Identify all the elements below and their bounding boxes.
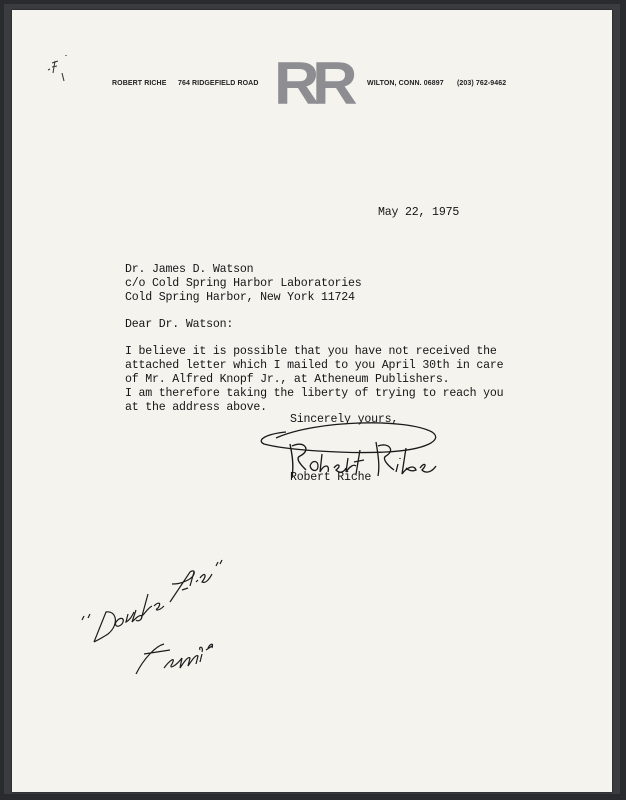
- paragraph2-line-2: at the address above.: [125, 401, 267, 414]
- handwritten-annotation: [72, 550, 232, 690]
- address-line-2: c/o Cold Spring Harbor Laboratories: [125, 277, 362, 290]
- salutation: Dear Dr. Watson:: [125, 318, 234, 331]
- letter-page: [12, 10, 612, 792]
- letterhead-name: ROBERT RICHE: [112, 80, 167, 87]
- letterhead-phone: (203) 762-9462: [457, 80, 507, 87]
- typed-signature: Robert Riche: [290, 471, 372, 484]
- paragraph2-line-1: I am therefore taking the liberty of trying to reach you: [125, 387, 504, 400]
- closing: Sincerely yours,: [290, 413, 399, 426]
- address-line-3: Cold Spring Harbor, New York 11724: [125, 291, 355, 304]
- letterhead-city: WILTON, CONN. 06897: [367, 80, 444, 87]
- paragraph1-line-1: I believe it is possible that you have not received the: [125, 345, 497, 358]
- letterhead-street: 764 RIDGEFIELD ROAD: [178, 80, 259, 87]
- letterhead-logo: RR: [274, 50, 351, 117]
- address-line-1: Dr. James D. Watson: [125, 263, 254, 276]
- letter-date: May 22, 1975: [378, 206, 460, 219]
- paragraph1-line-2: attached letter which I mailed to you April 30th in care: [125, 359, 504, 372]
- corner-handwritten-mark: [46, 55, 76, 85]
- paragraph1-line-3: of Mr. Alfred Knopf Jr., at Atheneum Publishers.: [125, 373, 450, 386]
